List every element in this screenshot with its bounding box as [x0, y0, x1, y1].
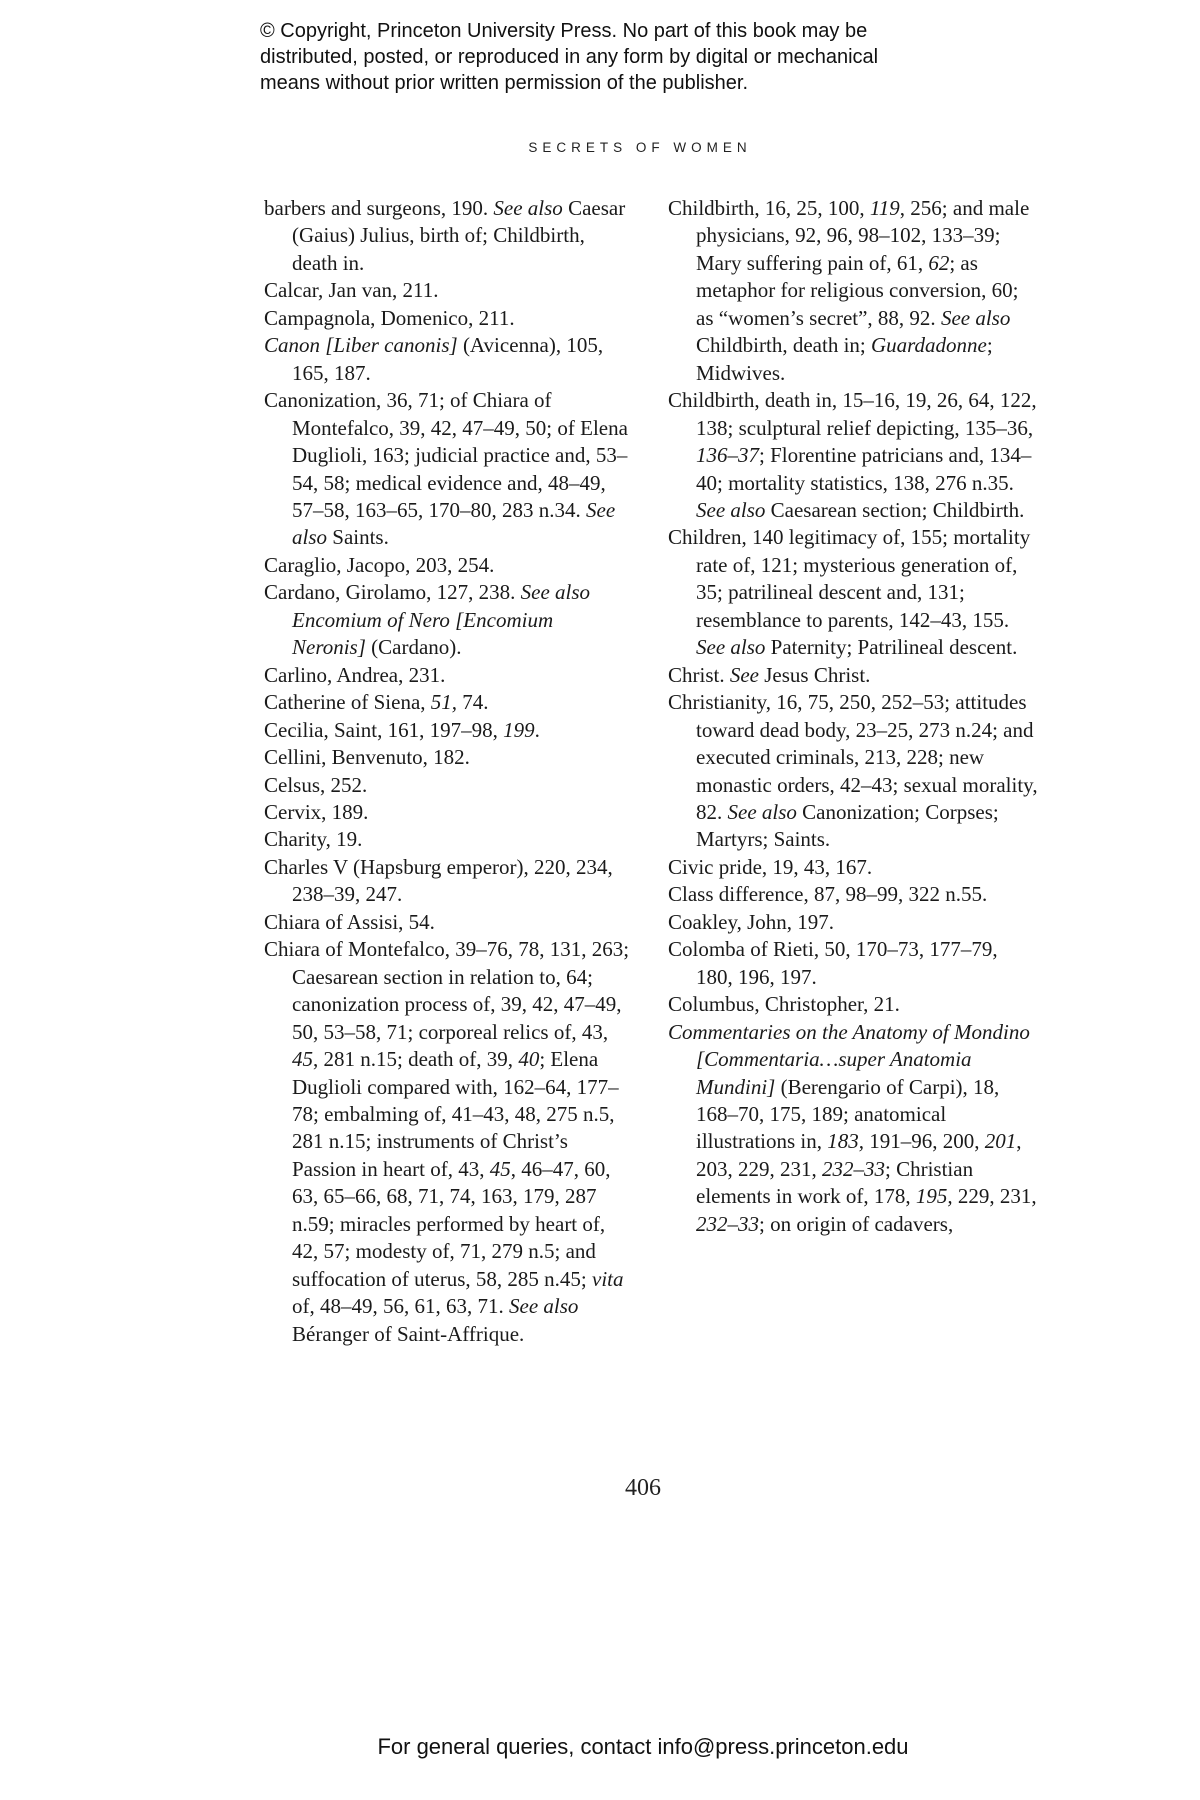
index-entry-italic-text: 195,: [915, 1184, 953, 1209]
index-entry-text: Cardano, Girolamo, 127, 238.: [264, 580, 521, 605]
index-entry-italic-text: See also: [509, 1294, 579, 1319]
index-entry-text: Children, 140 legitimacy of, 155; mortality rate of, 121; mysterious generation of, 35; patrilineal descent and, 131; resemblance to parents, 142–43, 155.: [668, 525, 1031, 632]
index-entry: [668, 689, 1038, 854]
index-entry-text: Saints.: [327, 525, 389, 550]
index-entry-text: Canonization; Corpses; Martyrs; Saints.: [696, 799, 999, 852]
index-entry: [264, 662, 632, 689]
index-entry: [668, 387, 1038, 524]
index-entry-text: 191–96, 200,: [864, 1129, 985, 1154]
index-entry-text: , 281 n.15; death of, 39,: [313, 1047, 519, 1072]
index-entry-text: Caesarean section; Childbirth.: [765, 497, 1025, 522]
index-entry: [264, 387, 632, 552]
index-entry-italic-text: 232–33: [696, 1211, 759, 1236]
index-entry: [264, 277, 632, 304]
index-entry-text: Coakley, John, 197.: [668, 909, 835, 934]
index-entry: [264, 772, 632, 799]
index-entry-text: Canonization, 36, 71; of Chiara of Montefalco, 39, 42, 47–49, 50; of Elena Duglioli, 163; judicial practice and, 53–54, 58; medical evidence and, 48–49, 57–58, 163–65, 170–80, 283 n.34.: [264, 388, 628, 522]
index-entry-text: ; Elena Duglioli compared with, 162–64, 177–78; embalming of, 41–43, 48, 275 n.5, 281 n.15; instruments of Christ’s Passion in heart of, 43,: [292, 1047, 619, 1181]
index-entry-text: Calcar, Jan van, 211.: [264, 278, 439, 303]
index-entry-text: 229, 231,: [952, 1184, 1037, 1209]
index-entry-text: Cecilia, Saint, 161, 197–98,: [264, 717, 504, 742]
index-entry-text: Cervix, 189.: [264, 799, 369, 824]
index-entry-italic-text: 136–37: [696, 443, 759, 468]
index-entry-italic-text: vita: [592, 1266, 624, 1291]
index-entry-text: 74.: [457, 690, 489, 715]
index-entry-italic-text: 119: [869, 196, 900, 220]
index-entry-italic-text: See also: [727, 799, 797, 824]
index-entry: [668, 991, 1038, 1018]
index-entry-text: Colomba of Rieti, 50, 170–73, 177–79, 180, 196, 197.: [668, 937, 998, 989]
index-entry: [264, 936, 632, 1348]
index-entry-text: (Berengario of Carpi), 18, 168–70, 175, 189; anatomical illustrations in,: [696, 1074, 1000, 1154]
index-entry-italic-text: 62: [928, 250, 950, 275]
index-entry-text: ; Midwives.: [696, 333, 993, 385]
index-entry-italic-text: 45: [489, 1156, 511, 1181]
index-entry: [264, 332, 632, 387]
index-entry: [264, 305, 632, 332]
index-entry: [264, 799, 632, 826]
index-entry-text: Christianity, 16, 75, 250, 252–53; attitudes toward dead body, 23–25, 273 n.24; and executed criminals, 213, 228; new monastic orders, 42–43; sexual morality, 82.: [668, 690, 1038, 824]
index-entry: [668, 854, 1038, 881]
index-entry-text: Childbirth, death in;: [696, 333, 871, 358]
index-entry-text: Christ.: [668, 662, 730, 687]
index-entry-text: ; Christian elements in work of, 178,: [696, 1156, 974, 1209]
index-entry-text: Class difference, 87, 98–99, 322 n.55.: [668, 882, 988, 907]
index-entry-italic-text: See also Encomium of Nero [Encomium Neronis]: [292, 580, 591, 660]
index-entry-italic-text: See: [729, 662, 759, 687]
copyright-line: © Copyright, Princeton University Press. No part of this book may be: [260, 20, 868, 42]
index-entry: [264, 579, 632, 661]
index-entry-italic-text: 199: [503, 717, 535, 742]
index-entry-text: of, 48–49, 56, 61, 63, 71.: [292, 1294, 509, 1319]
index-entry-text: Charles V (Hapsburg emperor), 220, 234, 238–39, 247.: [264, 854, 613, 907]
index-entry-text: ; as metaphor for religious conversion, 60; as “women’s secret”, 88, 92.: [696, 250, 1019, 330]
index-entry: [264, 689, 632, 716]
index-entry-italic-text: See also: [493, 196, 563, 220]
index-entry-text: Columbus, Christopher, 21.: [668, 992, 900, 1017]
index-entry-text: Caraglio, Jacopo, 203, 254.: [264, 552, 495, 577]
index-entry: [668, 195, 1038, 387]
index-entry-text: ; Florentine patricians and, 134–40; mortality statistics, 138, 276 n.35.: [696, 443, 1032, 495]
index-entry-text: Civic pride, 19, 43, 167.: [668, 854, 873, 879]
index-entry-italic-text: 51,: [430, 690, 458, 715]
index-entry: [668, 1019, 1038, 1239]
index-entry-text: barbers and surgeons, 190.: [264, 196, 494, 220]
index-entry-italic-text: Canon [Liber canonis]: [264, 333, 458, 358]
index-entry-italic-text: 40: [518, 1047, 540, 1072]
index-entry-text: Celsus, 252.: [264, 772, 368, 797]
copyright-line: distributed, posted, or reproduced in any form by digital or mechanical: [260, 46, 879, 68]
index-entry-italic-text: 201: [984, 1129, 1017, 1154]
index-entry: [264, 744, 632, 771]
index-entry-text: Cellini, Benvenuto, 182.: [264, 745, 470, 770]
index-entry-italic-text: Guardadonne: [870, 333, 987, 358]
index-entry-italic-text: See also: [292, 497, 616, 550]
index-entry-text: (Avicenna), 105, 165, 187.: [292, 333, 604, 385]
index-entry-italic-text: See also: [940, 305, 1011, 330]
index-entry-text: .: [534, 717, 540, 742]
index-entry-italic-text: See also: [696, 497, 766, 522]
index-entry: [668, 524, 1038, 661]
index-entry: [264, 195, 632, 277]
index-entry-text: ; on origin of cadavers,: [759, 1211, 954, 1236]
index-entry-italic-text: See also: [696, 635, 766, 660]
index-entry: [264, 552, 632, 579]
copyright-notice: [260, 18, 1020, 96]
index-entry: [264, 826, 632, 853]
index-entry-text: Campagnola, Domenico, 211.: [264, 305, 515, 330]
index-entry-text: Chiara of Assisi, 54.: [264, 909, 435, 934]
index-entry: [668, 909, 1038, 936]
index-entry-text: Béranger of Saint-Affrique.: [292, 1321, 525, 1346]
index-entry: [264, 909, 632, 936]
index-entry-text: Catherine of Siena,: [264, 690, 431, 715]
index-entry-text: Childbirth, death in, 15–16, 19, 26, 64, 122, 138; sculptural relief depicting, 135–36,: [668, 388, 1037, 440]
index-entry: [668, 662, 1038, 689]
index-entry-italic-text: 183,: [827, 1129, 864, 1154]
index-entry-text: Charity, 19.: [264, 827, 363, 852]
index-entry-italic-text: 232–33: [822, 1156, 885, 1181]
index-entry-text: (Cardano).: [365, 635, 462, 660]
index-entry: [264, 854, 632, 909]
footer-contact: For general queries, contact info@press.princeton.edu: [377, 1734, 909, 1759]
index-entry-text: Chiara of Montefalco, 39–76, 78, 131, 263; Caesarean section in relation to, 64; canonization process of, 39, 42, 47–49, 50, 53–58, 71; corporeal relics of, 43,: [264, 937, 630, 1044]
index-entry-text: , 203, 229, 231,: [696, 1129, 1022, 1181]
index-entry-text: Childbirth, 16, 25, 100,: [668, 196, 870, 220]
index-entry-text: Jesus Christ.: [759, 662, 871, 687]
index-entry-text: , 256; and male physicians, 92, 96, 98–102, 133–39; Mary suffering pain of, 61,: [696, 196, 1030, 275]
index-column-left: [264, 195, 632, 1348]
index-entry: [668, 881, 1038, 908]
copyright-line: means without prior written permission of the publisher.: [260, 72, 749, 94]
index-entry-text: , 46–47, 60, 63, 65–66, 68, 71, 74, 163, 179, 287 n.59; miracles performed by heart of, 42, 57; modesty of, 71, 279 n.5; and suffocation of uterus, 58, 285 n.45;: [292, 1156, 611, 1291]
index-entry-text: Caesar (Gaius) Julius, birth of; Childbirth, death in.: [292, 196, 626, 275]
running-head: SECRETS OF WOMEN: [528, 140, 752, 155]
index-entry-text: Carlino, Andrea, 231.: [264, 662, 446, 687]
index-column-right: [668, 195, 1038, 1238]
page-number: 406: [625, 1475, 661, 1501]
index-entry: [668, 936, 1038, 991]
index-entry-text: Paternity; Patrilineal descent.: [765, 635, 1018, 660]
index-entry: [264, 717, 632, 744]
index-entry-italic-text: Commentaries on the Anatomy of Mondino [Commentaria…super Anatomia Mundini]: [668, 1019, 1030, 1099]
index-entry-italic-text: 45: [292, 1047, 313, 1072]
